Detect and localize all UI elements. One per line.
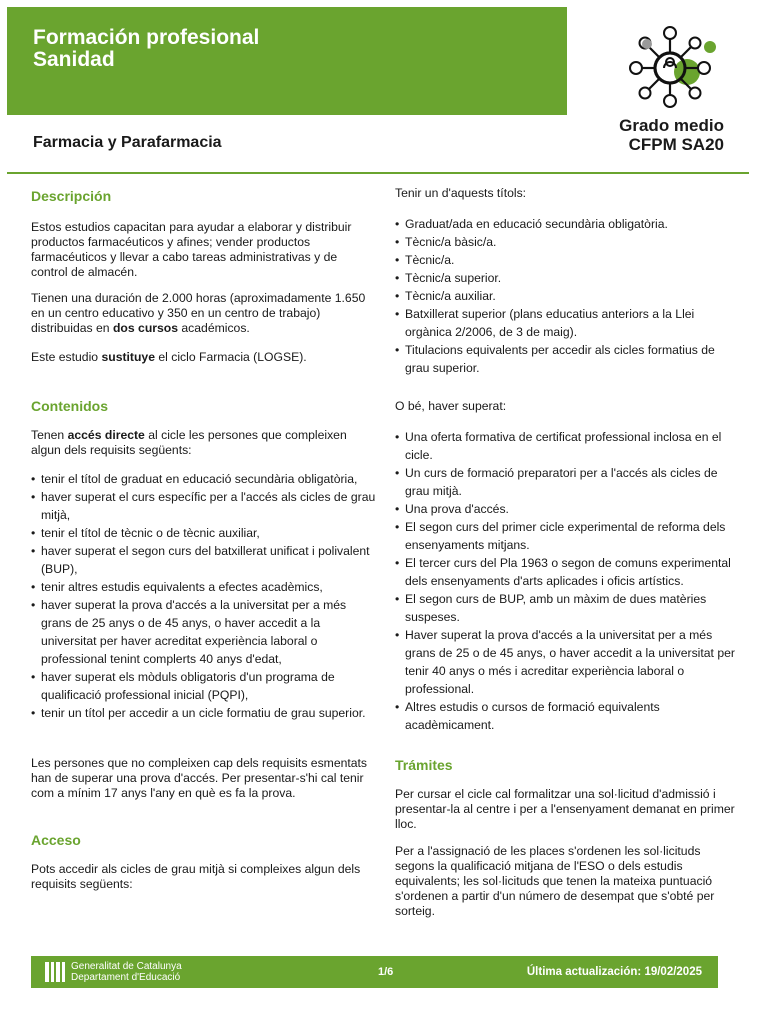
list-item: • Batxillerat superior (plans educatius anteriors a la Llei orgànica 2/2006, de 3 de maig). — [395, 305, 740, 341]
last-updated: Última actualización: 19/02/2025 — [526, 966, 702, 978]
list-item: • Graduat/ada en educació secundària obligatòria. — [395, 215, 740, 233]
list-item: • Haver superat la prova d'accés a la universitat per a més grans de 25 o de 45 anys, o haver accedit a la universitat per tenir 40 anys o més i acreditar experiència laboral o professional. — [395, 626, 740, 698]
descripcion-paragraph-2 — [31, 291, 376, 336]
generalitat-stripes-icon — [45, 962, 65, 982]
list-item: • El tercer curs del Pla 1963 o segon de comuns experimental dels ensenyaments d'arts aplicades i oficis artístics. — [395, 554, 740, 590]
page-subtitle: Farmacia y Parafarmacia — [33, 134, 222, 151]
list-item: • tenir el títol de tècnic o de tècnic auxiliar, — [31, 524, 376, 542]
text-run: Tenen — [31, 428, 68, 442]
generalitat-name: Generalitat de Catalunya — [71, 961, 182, 972]
list-item: • Una oferta formativa de certificat professional inclosa en el cicle. — [395, 428, 740, 464]
acceso-heading: Acceso — [31, 832, 81, 848]
titols-list — [395, 215, 740, 377]
page-title-line1: Formación profesional — [33, 26, 260, 49]
page-number: 1/6 — [378, 966, 394, 978]
grade-level: Grado medio — [619, 116, 724, 135]
list-item: • haver superat el curs específic per a l'accés als cicles de grau mitjà, — [31, 488, 376, 524]
list-item: • tenir el títol de graduat en educació secundària obligatòria, — [31, 470, 376, 488]
superat-intro: O bé, haver superat: — [395, 399, 507, 413]
text-run: Este estudio — [31, 350, 102, 364]
superat-list — [395, 428, 740, 734]
text-run: el ciclo Farmacia (LOGSE). — [154, 350, 307, 364]
contenidos-list — [31, 470, 376, 722]
list-item: • Tècnic/a bàsic/a. — [395, 233, 740, 251]
list-item: • Altres estudis o cursos de formació equivalents acadèmicament. — [395, 698, 740, 734]
bold-run: accés directe — [67, 428, 145, 442]
bold-run: sustituye — [101, 350, 155, 364]
list-item: • tenir altres estudis equivalents a efectes acadèmics, — [31, 578, 376, 596]
list-item: • Tècnic/a auxiliar. — [395, 287, 740, 305]
generalitat-logo — [45, 961, 345, 983]
titols-intro: Tenir un d'aquests títols: — [395, 186, 527, 200]
generalitat-text — [71, 961, 182, 983]
left-column — [31, 186, 376, 892]
descripcion-paragraph-3 — [31, 350, 376, 365]
list-item: • Tècnic/a superior. — [395, 269, 740, 287]
header-divider — [7, 172, 749, 174]
list-item: • haver superat la prova d'accés a la universitat per a més grans de 25 anys o de 45 anys, o haver accedit a la universitat per haver acreditat experiència laboral o professional tenint complerts 40 anys d'edat, — [31, 596, 376, 668]
descripcion-paragraph-1: Estos estudios capacitan para ayudar a elaborar y distribuir productos farmacéuticos y afines; vender productos farmacéuticos y llevar a cabo tareas administrativas y de control de almacén. — [31, 220, 352, 279]
list-item: • El segon curs de BUP, amb un màxim de dues matèries suspeses. — [395, 590, 740, 626]
acceso-paragraph: Pots accedir als cicles de grau mitjà si compleixes algun dels requisits següents: — [31, 862, 361, 891]
list-item: • haver superat els mòduls obligatoris d'un programa de qualificació professional inicial (PQPI), — [31, 668, 376, 704]
list-item: • haver superat el segon curs del batxillerat unificat i polivalent (BUP), — [31, 542, 376, 578]
page-title-line2: Sanidad — [33, 48, 115, 71]
grade-label — [619, 116, 724, 154]
contenidos-heading: Contenidos — [31, 398, 108, 414]
tramites-paragraph-2: Per a l'assignació de les places s'ordenen les sol·licituds segons la qualificació mitjana de l'ESO o dels estudis equivalents; les sol·licituds que tenen la mateixa puntuació s'ordenen a partir d'un número de desempat que s'obté per sorteig. — [395, 844, 715, 918]
footer-bar — [31, 956, 718, 988]
right-column — [395, 186, 740, 919]
department-name: Departament d'Educació — [71, 972, 181, 983]
list-item: • tenir un títol per accedir a un cicle formatiu de grau superior. — [31, 704, 376, 722]
list-item: • Titulacions equivalents per accedir als cicles formatius de grau superior. — [395, 341, 740, 377]
list-item: • Una prova d'accés. — [395, 500, 740, 518]
list-item: • Tècnic/a. — [395, 251, 740, 269]
network-people-icon — [615, 22, 725, 114]
prova-paragraph: Les persones que no compleixen cap dels requisits esmentats han de superar una prova d'accés. Per presentar-s'hi cal tenir com a mínim 17 anys l'any en què es fa la prova. — [31, 756, 368, 800]
tramites-paragraph-1: Per cursar el cicle cal formalitzar una sol·licitud d'admissió i presentar-la al centre i per a l'ensenyament demanat en primer lloc. — [395, 787, 735, 831]
bold-run: dos cursos — [112, 321, 179, 335]
descripcion-heading: Descripción — [31, 188, 112, 204]
contenidos-intro — [31, 428, 376, 458]
text-run: al cicle les persones que compleixen algun dels requisits següents: — [31, 428, 347, 457]
list-item: • El segon curs del primer cicle experimental de reforma dels ensenyaments mitjans. — [395, 518, 740, 554]
text-run: académicos. — [178, 321, 250, 335]
tramites-heading: Trámites — [395, 757, 453, 773]
text-run: Tienen una duración de 2.000 horas (aproximadamente 1.650 en un centro educativo y 350 en un centro de trabajo) distribuidas en — [31, 291, 366, 335]
grade-code: CFPM SA20 — [628, 135, 724, 154]
list-item: • Un curs de formació preparatori per a l'accés als cicles de grau mitjà. — [395, 464, 740, 500]
header-banner — [7, 7, 567, 115]
